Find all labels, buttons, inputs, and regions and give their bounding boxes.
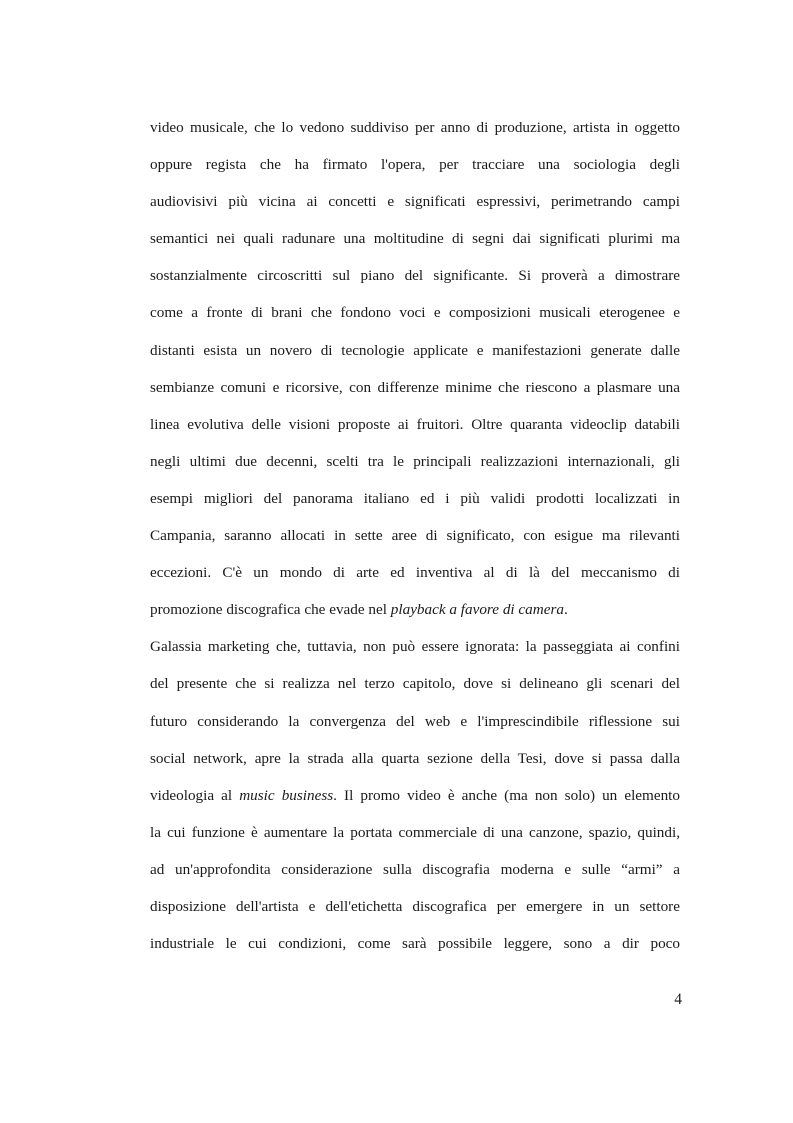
text-line: la cui funzione è aumentare la portata commerciale di una canzone, spazio, quindi, — [150, 823, 680, 841]
text-line: esempi migliori del panorama italiano ed i più validi prodotti localizzati in — [150, 489, 680, 507]
text-line-with-italic — [150, 777, 680, 814]
italic-term: playback a favore di camera — [390, 601, 564, 619]
page-body — [150, 109, 680, 962]
text-line: industriale le cui condizioni, come sarà possibile leggere, sono a dir poco — [150, 935, 680, 953]
text-segment: . Il promo video è anche (ma non solo) un elemento — [333, 786, 680, 804]
text-line: oppure regista che ha firmato l'opera, per tracciare una sociologia degli — [150, 156, 680, 174]
text-segment: promozione discografica che evade nel — [150, 601, 391, 619]
text-line: Galassia marketing che, tuttavia, non può essere ignorata: la passeggiata ai confini — [150, 638, 680, 656]
text-line: sostanzialmente circoscritti sul piano del significante. Si proverà a dimostrare — [150, 267, 680, 285]
text-segment: videologia al — [150, 786, 240, 804]
text-line: sembianze comuni e ricorsive, con differenze minime che riescono a plasmare una — [150, 378, 680, 396]
text-line: eccezioni. C'è un mondo di arte ed inventiva al di là del meccanismo di — [150, 564, 680, 582]
text-line: come a fronte di brani che fondono voci e composizioni musicali eterogenee e — [150, 304, 680, 322]
text-line: video musicale, che lo vedono suddiviso per anno di produzione, artista in oggetto — [150, 119, 680, 136]
text-line: futuro considerando la convergenza del web e l'imprescindibile riflessione sui — [150, 712, 680, 730]
text-line: ad un'approfondita considerazione sulla discografia moderna e sulle “armi” a — [150, 860, 680, 878]
text-line: distanti esista un novero di tecnologie applicate e manifestazioni generate dalle — [150, 341, 680, 359]
text-line: Campania, saranno allocati in sette aree di significato, con esigue ma rilevanti — [150, 527, 680, 545]
italic-term: music business — [239, 786, 334, 804]
page-number: 4 — [674, 991, 682, 1008]
text-segment: . — [563, 601, 568, 619]
text-line: linea evolutiva delle visioni proposte ai fruitori. Oltre quaranta videoclip databili — [150, 415, 680, 433]
paragraph-2 — [150, 628, 680, 962]
text-line: negli ultimi due decenni, scelti tra le principali realizzazioni internazionali, gli — [150, 452, 680, 470]
text-line: social network, apre la strada alla quarta sezione della Tesi, dove si passa dalla — [150, 749, 680, 767]
text-line: audiovisivi più vicina ai concetti e significati espressivi, perimetrando campi — [150, 193, 680, 211]
text-line-last — [150, 591, 680, 628]
paragraph-1 — [150, 109, 680, 628]
text-line: del presente che si realizza nel terzo capitolo, dove si delineano gli scenari del — [150, 675, 680, 693]
text-line: semantici nei quali radunare una moltitudine di segni dai significati plurimi ma — [150, 230, 680, 248]
text-line: disposizione dell'artista e dell'etichetta discografica per emergere in un settore — [150, 897, 680, 915]
